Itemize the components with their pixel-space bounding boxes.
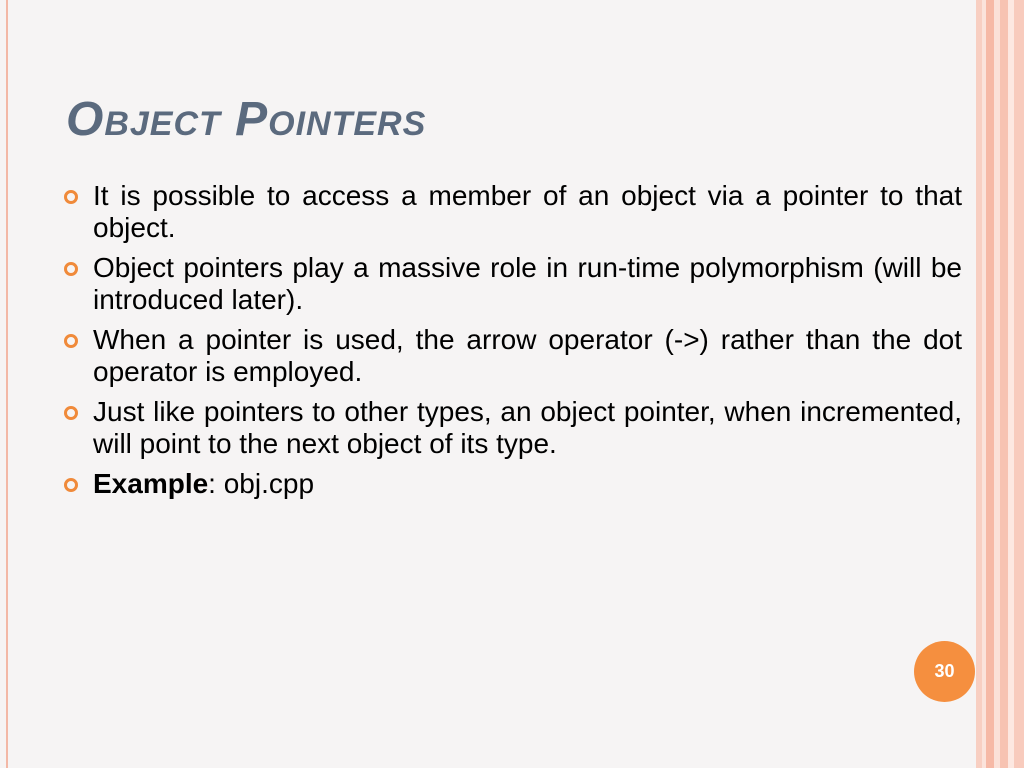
example-label: Example: [93, 468, 209, 499]
decorative-stripe: [1014, 0, 1024, 768]
page-number-badge: [914, 641, 975, 702]
bullet-text: Object pointers play a massive role in run-time polymorphism (will be introduced later).: [93, 252, 962, 315]
bullet-list: [64, 180, 962, 508]
bullet-item-example: [64, 468, 962, 500]
ring-bullet-icon: [64, 406, 78, 420]
ring-bullet-icon: [64, 334, 78, 348]
example-file: : obj.cpp: [208, 468, 315, 499]
bullet-text: Just like pointers to other types, an object pointer, when incremented, will point to the next object of its type.: [93, 396, 962, 459]
bullet-item: [64, 396, 962, 460]
ring-bullet-icon: [64, 478, 78, 492]
decorative-stripe: [1000, 0, 1008, 768]
bullet-text: It is possible to access a member of an object via a pointer to that object.: [93, 180, 962, 243]
bullet-item: [64, 324, 962, 388]
slide-title: Object Pointers: [66, 93, 427, 146]
bullet-text: When a pointer is used, the arrow operator (->) rather than the dot operator is employed.: [93, 324, 962, 387]
decorative-stripe: [986, 0, 994, 768]
ring-bullet-icon: [64, 262, 78, 276]
ring-bullet-icon: [64, 190, 78, 204]
bullet-item: [64, 252, 962, 316]
page-number: 30: [934, 661, 955, 681]
bullet-item: [64, 180, 962, 244]
